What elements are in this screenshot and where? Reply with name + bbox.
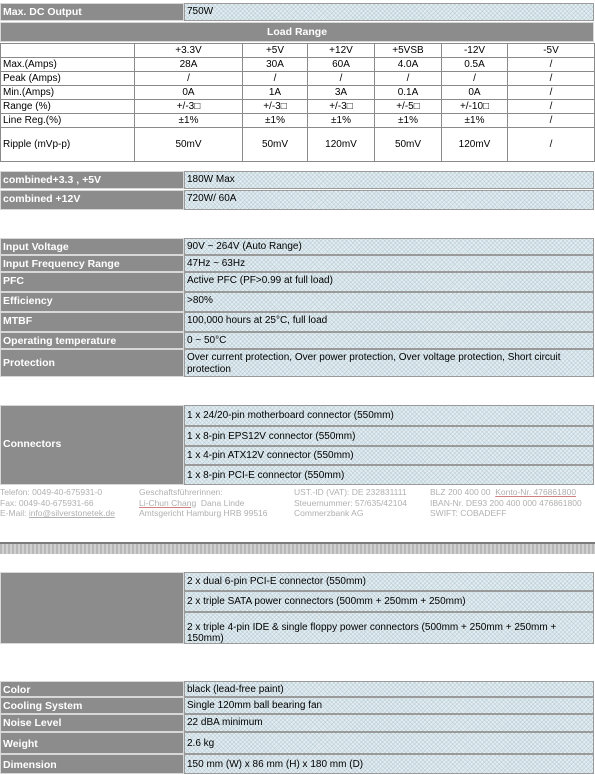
table-cell: 50mV bbox=[375, 128, 442, 162]
table-cell: 50mV bbox=[135, 128, 243, 162]
table-cell: / bbox=[375, 72, 442, 86]
table-cell: ±1% bbox=[442, 114, 508, 128]
load-range-table bbox=[0, 43, 595, 162]
dimension-value: 150 mm (W) x 86 mm (H) x 180 mm (D) bbox=[184, 754, 594, 774]
header-cell: +3.3V bbox=[135, 44, 243, 58]
header-cell: +12V bbox=[308, 44, 375, 58]
table-cell: / bbox=[508, 72, 595, 86]
pfc-label: PFC bbox=[0, 272, 184, 292]
header-cell: -12V bbox=[442, 44, 508, 58]
color-value: black (lead-free paint) bbox=[184, 681, 594, 697]
header-cell: +5V bbox=[243, 44, 308, 58]
pfc-value: Active PFC (PF>0.99 at full load) bbox=[184, 272, 594, 292]
combined-33-5v-value: 180W Max bbox=[184, 171, 594, 189]
combined-12v-value: 720W/ 60A bbox=[184, 190, 594, 210]
table-cell: / bbox=[508, 100, 595, 114]
table-cell: 120mV bbox=[442, 128, 508, 162]
operating-temperature-value: 0 ~ 50°C bbox=[184, 332, 594, 349]
table-cell: 3A bbox=[308, 86, 375, 100]
noise-level-label: Noise Level bbox=[0, 714, 184, 732]
input-voltage-label: Input Voltage bbox=[0, 238, 184, 255]
cooling-system-value: Single 120mm ball bearing fan bbox=[184, 697, 594, 714]
table-cell: / bbox=[508, 128, 595, 162]
table-row bbox=[1, 128, 595, 162]
combined-33-5v-label: combined+3.3 , +5V bbox=[0, 171, 184, 189]
load-range-title: Load Range bbox=[0, 22, 594, 42]
table-header-row bbox=[1, 44, 595, 58]
footer-tax-number: Steuernummer: 57/635/42104 bbox=[294, 497, 407, 508]
dimension-label: Dimension bbox=[0, 754, 184, 774]
footer-management bbox=[139, 487, 268, 519]
row-label: Peak (Amps) bbox=[1, 72, 135, 86]
table-cell: / bbox=[508, 86, 595, 100]
header-cell: +5VSB bbox=[375, 44, 442, 58]
connector-item: 2 x triple 4-pin IDE & single floppy power connectors (500mm + 250mm + 250mm + 150mm) bbox=[184, 612, 594, 644]
footer-phone: Telefon: 0049-40-675931-0 bbox=[0, 487, 103, 497]
input-frequency-label: Input Frequency Range bbox=[0, 255, 184, 272]
table-row bbox=[1, 114, 595, 128]
table-cell: / bbox=[508, 58, 595, 72]
table-cell: 0A bbox=[135, 86, 243, 100]
footer-bank: Commerzbank AG bbox=[294, 508, 364, 518]
noise-level-value: 22 dBA minimum bbox=[184, 714, 594, 732]
cooling-system-label: Cooling System bbox=[0, 697, 184, 714]
table-cell: 1A bbox=[243, 86, 308, 100]
table-cell: +/-5□ bbox=[375, 100, 442, 114]
table-cell: 50mV bbox=[243, 128, 308, 162]
input-voltage-value: 90V ~ 264V (Auto Range) bbox=[184, 238, 594, 255]
color-label: Color bbox=[0, 681, 184, 697]
table-cell: / bbox=[308, 72, 375, 86]
row-label: Line Reg.(%) bbox=[1, 114, 135, 128]
row-label: Min.(Amps) bbox=[1, 86, 135, 100]
input-frequency-value: 47Hz ~ 63Hz bbox=[184, 255, 594, 272]
table-row bbox=[1, 86, 595, 100]
footer-vat: UST.-ID (VAT): DE 232831111 bbox=[294, 487, 407, 497]
connectors-label: Connectors bbox=[0, 405, 184, 485]
weight-label: Weight bbox=[0, 732, 184, 754]
row-label: Ripple (mVp-p) bbox=[1, 128, 135, 162]
table-cell: +/-10□ bbox=[442, 100, 508, 114]
table-cell: +/-3□ bbox=[243, 100, 308, 114]
footer-email-label: E-Mail: bbox=[0, 508, 27, 518]
table-cell: 60A bbox=[308, 58, 375, 72]
table-cell: 0.5A bbox=[442, 58, 508, 72]
table-cell: +/-3□ bbox=[308, 100, 375, 114]
table-cell: / bbox=[243, 72, 308, 86]
weight-value: 2.6 kg bbox=[184, 732, 594, 754]
footer-fax: Fax: 0049-40-675931-66 bbox=[0, 497, 94, 508]
table-cell: 120mV bbox=[308, 128, 375, 162]
footer-email-link[interactable]: info@silverstonetek.de bbox=[28, 508, 115, 518]
footer-blz: BLZ 200 400 00 bbox=[430, 487, 491, 497]
efficiency-value: >80% bbox=[184, 292, 594, 312]
table-cell: 4.0A bbox=[375, 58, 442, 72]
table-cell: 0A bbox=[442, 86, 508, 100]
connector-item: 1 x 24/20-pin motherboard connector (550mm) bbox=[184, 405, 594, 426]
table-row bbox=[1, 72, 595, 86]
table-row bbox=[1, 58, 595, 72]
mtbf-label: MTBF bbox=[0, 312, 184, 332]
connector-item: 2 x dual 6-pin PCI-E connector (550mm) bbox=[184, 572, 594, 591]
table-cell: 30A bbox=[243, 58, 308, 72]
operating-temperature-label: Operating temperature bbox=[0, 332, 184, 349]
table-cell: / bbox=[508, 114, 595, 128]
table-cell: ±1% bbox=[308, 114, 375, 128]
more-connectors-label bbox=[0, 572, 184, 644]
footer-iban: IBAN-Nr. DE93 200 400 000 476861800 bbox=[430, 497, 582, 508]
row-label: Max.(Amps) bbox=[1, 58, 135, 72]
table-cell: ±1% bbox=[135, 114, 243, 128]
table-cell: 28A bbox=[135, 58, 243, 72]
page-separator-line bbox=[0, 542, 595, 544]
efficiency-label: Efficiency bbox=[0, 292, 184, 312]
max-dc-output-value: 750W bbox=[184, 3, 594, 21]
header-cell: -5V bbox=[508, 44, 595, 58]
row-label: Range (%) bbox=[1, 100, 135, 114]
connector-item: 1 x 4-pin ATX12V connector (550mm) bbox=[184, 446, 594, 465]
connector-item: 1 x 8-pin EPS12V connector (550mm) bbox=[184, 426, 594, 446]
footer-managers-title: Geschaftsführerinnen: bbox=[139, 487, 223, 497]
table-cell: / bbox=[442, 72, 508, 86]
protection-label: Protection bbox=[0, 349, 184, 377]
max-dc-output-label: Max. DC Output bbox=[0, 3, 184, 21]
footer-tax bbox=[294, 487, 407, 519]
footer-court: Amtsgericht Hamburg HRB 99516 bbox=[139, 508, 268, 518]
connector-item: 1 x 8-pin PCI-E connector (550mm) bbox=[184, 465, 594, 485]
footer-banking bbox=[430, 487, 582, 519]
header-cell bbox=[1, 44, 135, 58]
protection-value: Over current protection, Over power protection, Over voltage protection, Short circuit protection bbox=[184, 349, 594, 377]
table-cell: / bbox=[135, 72, 243, 86]
table-row bbox=[1, 100, 595, 114]
table-cell: ±1% bbox=[243, 114, 308, 128]
table-cell: 0.1A bbox=[375, 86, 442, 100]
combined-12v-label: combined +12V bbox=[0, 190, 184, 210]
mtbf-value: 100,000 hours at 25°C, full load bbox=[184, 312, 594, 332]
footer-account: Konto-Nr. 476861800 bbox=[495, 487, 577, 497]
footer-manager-1: Li-Chun Chang bbox=[139, 497, 197, 508]
footer-contact bbox=[0, 487, 115, 519]
table-cell: +/-3□ bbox=[135, 100, 243, 114]
footer-swift: SWIFT: COBADEFF bbox=[430, 508, 507, 518]
footer-manager-2: Dana Linde bbox=[200, 497, 245, 508]
connector-item: 2 x triple SATA power connectors (500mm + 250mm + 250mm) bbox=[184, 591, 594, 612]
table-cell: ±1% bbox=[375, 114, 442, 128]
